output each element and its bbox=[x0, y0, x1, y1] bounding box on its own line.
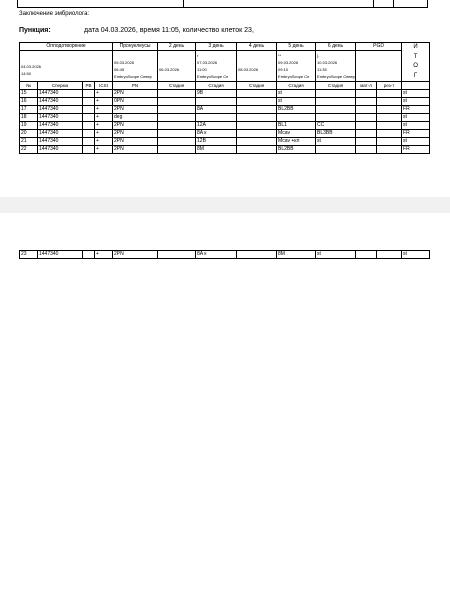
sub-header-row bbox=[20, 82, 430, 90]
table-cell bbox=[196, 114, 237, 122]
table-cell bbox=[158, 130, 196, 138]
table-cell: 2PN bbox=[113, 90, 158, 98]
table-cell bbox=[158, 138, 196, 146]
table-cell: + bbox=[95, 146, 113, 154]
table-cell: 2PN bbox=[113, 251, 158, 259]
table-cell bbox=[356, 251, 377, 259]
table-cell bbox=[83, 114, 95, 122]
table-row bbox=[20, 114, 430, 122]
table-cell: 1447340 bbox=[38, 90, 83, 98]
sub-header-cell: Стадия bbox=[316, 82, 356, 90]
table-cell bbox=[356, 90, 377, 98]
table-cell bbox=[83, 146, 95, 154]
header-fertilization: Оплодотворение bbox=[20, 43, 113, 51]
table-cell: CC bbox=[316, 122, 356, 130]
table-cell: 1447340 bbox=[38, 98, 83, 106]
sub-header-cell: PB bbox=[83, 82, 95, 90]
table-cell: 1447340 bbox=[38, 130, 83, 138]
table-cell: st bbox=[277, 90, 316, 98]
table-cell bbox=[237, 106, 277, 114]
table-cell bbox=[83, 251, 95, 259]
table-cell: FR bbox=[402, 106, 430, 114]
date-day5: ** 09.03.2026 09:10 EmbryoScope Се bbox=[277, 51, 316, 82]
table-cell bbox=[356, 98, 377, 106]
table-cell bbox=[277, 114, 316, 122]
table-cell bbox=[356, 114, 377, 122]
table-cell: + bbox=[95, 130, 113, 138]
table-cell: Mcav +кл bbox=[277, 138, 316, 146]
table-cell: st bbox=[402, 122, 430, 130]
table-cell: 1447340 bbox=[38, 122, 83, 130]
table-cell: st bbox=[277, 98, 316, 106]
table-cell: 8M bbox=[277, 251, 316, 259]
table-cell bbox=[237, 251, 277, 259]
date-row bbox=[20, 51, 430, 82]
table-cell bbox=[196, 98, 237, 106]
table-cell bbox=[158, 114, 196, 122]
table-cell: 1447340 bbox=[38, 138, 83, 146]
table-row bbox=[20, 138, 430, 146]
table-cell: 20 bbox=[20, 130, 38, 138]
date-day3: r 07.03.2026 11:00 EmbryoScope Се bbox=[196, 51, 237, 82]
table-cell bbox=[237, 146, 277, 154]
table-cell bbox=[377, 130, 402, 138]
header-day6: 6 день bbox=[316, 43, 356, 51]
table-cell bbox=[158, 98, 196, 106]
table-cell bbox=[356, 138, 377, 146]
sub-header-cell: мат-л bbox=[356, 82, 377, 90]
table-cell bbox=[377, 90, 402, 98]
date-fertilization: 04.03.2026 14:50 bbox=[20, 51, 113, 82]
table-cell bbox=[356, 122, 377, 130]
table-cell: 8A bbox=[196, 106, 237, 114]
table-cell: 1447340 bbox=[38, 106, 83, 114]
table-cell: 0PN bbox=[113, 98, 158, 106]
sub-header-cell: Стадия bbox=[196, 82, 237, 90]
page-gap bbox=[0, 197, 450, 213]
table-cell: 18 bbox=[20, 114, 38, 122]
table-cell bbox=[158, 146, 196, 154]
table-cell: 1447340 bbox=[38, 251, 83, 259]
table-cell bbox=[83, 90, 95, 98]
table-row bbox=[20, 106, 430, 114]
group-header-row bbox=[20, 43, 430, 51]
table-row bbox=[20, 90, 430, 98]
embryo-table-continued bbox=[19, 250, 430, 259]
table-cell bbox=[237, 130, 277, 138]
table-cell: st bbox=[402, 90, 430, 98]
table-cell: 8A к bbox=[196, 251, 237, 259]
table-cell: 12A bbox=[196, 122, 237, 130]
sub-header-cell: Стадия bbox=[158, 82, 196, 90]
table-cell: st bbox=[316, 251, 356, 259]
table-cell bbox=[316, 114, 356, 122]
date-day6: }, 10.03.2026 11:35 EmbryoScope Север bbox=[316, 51, 356, 82]
table-cell bbox=[158, 122, 196, 130]
table-cell: 15 bbox=[20, 90, 38, 98]
table-cell: BL1 bbox=[277, 122, 316, 130]
table-cell: st bbox=[402, 98, 430, 106]
table-cell bbox=[356, 106, 377, 114]
sub-header-cell: рез-т bbox=[377, 82, 402, 90]
table-row bbox=[20, 130, 430, 138]
table-cell bbox=[316, 90, 356, 98]
table-cell: 2PN bbox=[113, 138, 158, 146]
table-cell bbox=[356, 146, 377, 154]
table-cell bbox=[316, 106, 356, 114]
sub-header-cell: ICSI bbox=[95, 82, 113, 90]
table-cell: BL2BB bbox=[277, 146, 316, 154]
table-cell bbox=[237, 90, 277, 98]
table-cell: Mcav bbox=[277, 130, 316, 138]
sub-header-cell: PN bbox=[113, 82, 158, 90]
table-cell: st bbox=[402, 138, 430, 146]
page-bottom bbox=[0, 213, 450, 589]
header-day2: 2 день bbox=[158, 43, 196, 51]
date-pronuclei: 05.03.2026 06:45 EmbryoScope Север bbox=[113, 51, 158, 82]
sub-header-cell: № bbox=[20, 82, 38, 90]
table-cell: BL2BB bbox=[277, 106, 316, 114]
table-row bbox=[20, 251, 430, 259]
sub-header-cell: Стадия bbox=[237, 82, 277, 90]
header-day4: 4 день bbox=[237, 43, 277, 51]
table-cell bbox=[377, 122, 402, 130]
table-cell: 17 bbox=[20, 106, 38, 114]
table-row bbox=[20, 146, 430, 154]
header-pronuclei: Пронуклеусы bbox=[113, 43, 158, 51]
table-cell bbox=[316, 146, 356, 154]
sub-header-cell: Стадия bbox=[277, 82, 316, 90]
table-cell bbox=[377, 106, 402, 114]
table-cell: + bbox=[95, 122, 113, 130]
header-itog: И Т О Г bbox=[402, 43, 430, 82]
puncture-line bbox=[19, 27, 254, 34]
date-day4: 08.03.2026 bbox=[237, 51, 277, 82]
table-cell: 2PN bbox=[113, 146, 158, 154]
table-cell bbox=[158, 90, 196, 98]
table-cell bbox=[316, 98, 356, 106]
table-cell: 16 bbox=[20, 98, 38, 106]
table-cell: 2PN bbox=[113, 130, 158, 138]
table-cell bbox=[377, 251, 402, 259]
header-day3: 3 день bbox=[196, 43, 237, 51]
table-cell bbox=[356, 130, 377, 138]
table-cell: deg bbox=[113, 114, 158, 122]
header-day5: 5 день bbox=[277, 43, 316, 51]
page-top bbox=[0, 0, 450, 197]
table-cell bbox=[377, 138, 402, 146]
table-cell bbox=[237, 114, 277, 122]
table-cell bbox=[158, 251, 196, 259]
puncture-text: дата 04.03.2026, время 11:05, количество клеток 23, bbox=[84, 27, 254, 34]
sub-header-cell bbox=[402, 82, 430, 90]
table-cell bbox=[83, 106, 95, 114]
table-cell: 23 bbox=[20, 251, 38, 259]
table-cell: BL3BB bbox=[316, 130, 356, 138]
table-cell: 1447340 bbox=[38, 146, 83, 154]
table-cell bbox=[237, 122, 277, 130]
table-cell bbox=[83, 138, 95, 146]
table-cell: 8A к bbox=[196, 130, 237, 138]
table-cell: 8M bbox=[196, 146, 237, 154]
table-row bbox=[20, 122, 430, 130]
table-cell bbox=[237, 98, 277, 106]
table-cell: 1447340 bbox=[38, 114, 83, 122]
table-cell: 12B bbox=[196, 138, 237, 146]
table-cell: 9B bbox=[196, 90, 237, 98]
table-cell: st bbox=[402, 114, 430, 122]
table-cell bbox=[83, 122, 95, 130]
table-cell: + bbox=[95, 98, 113, 106]
table-cell bbox=[158, 106, 196, 114]
date-day2: 06.03.2026 bbox=[158, 51, 196, 82]
table-cell: st bbox=[402, 251, 430, 259]
table-cell bbox=[377, 114, 402, 122]
table-cell: st bbox=[316, 138, 356, 146]
table-row bbox=[20, 98, 430, 106]
table-cell: 2PN bbox=[113, 122, 158, 130]
table-cell: FR bbox=[402, 146, 430, 154]
table-cell: + bbox=[95, 114, 113, 122]
embryo-table bbox=[19, 42, 430, 154]
table-cell: 21 bbox=[20, 138, 38, 146]
header-pgd: PGD bbox=[356, 43, 402, 51]
conclusion-label: Заключение эмбриолога: bbox=[19, 11, 90, 17]
puncture-label: Пункция: bbox=[19, 27, 51, 34]
table-cell: + bbox=[95, 106, 113, 114]
table-cell: 2PN bbox=[113, 106, 158, 114]
table-cell bbox=[377, 98, 402, 106]
date-pgd bbox=[356, 51, 402, 82]
table-cell bbox=[237, 138, 277, 146]
table-cell: 19 bbox=[20, 122, 38, 130]
table-cell: + bbox=[95, 251, 113, 259]
table-cell bbox=[83, 98, 95, 106]
table-cell: + bbox=[95, 90, 113, 98]
table-cell: + bbox=[95, 138, 113, 146]
table-cell: FR bbox=[402, 130, 430, 138]
table-cell bbox=[377, 146, 402, 154]
sub-header-cell: Сперма bbox=[38, 82, 83, 90]
top-table-remnant bbox=[17, 0, 428, 8]
table-cell: 22 bbox=[20, 146, 38, 154]
table-cell bbox=[83, 130, 95, 138]
